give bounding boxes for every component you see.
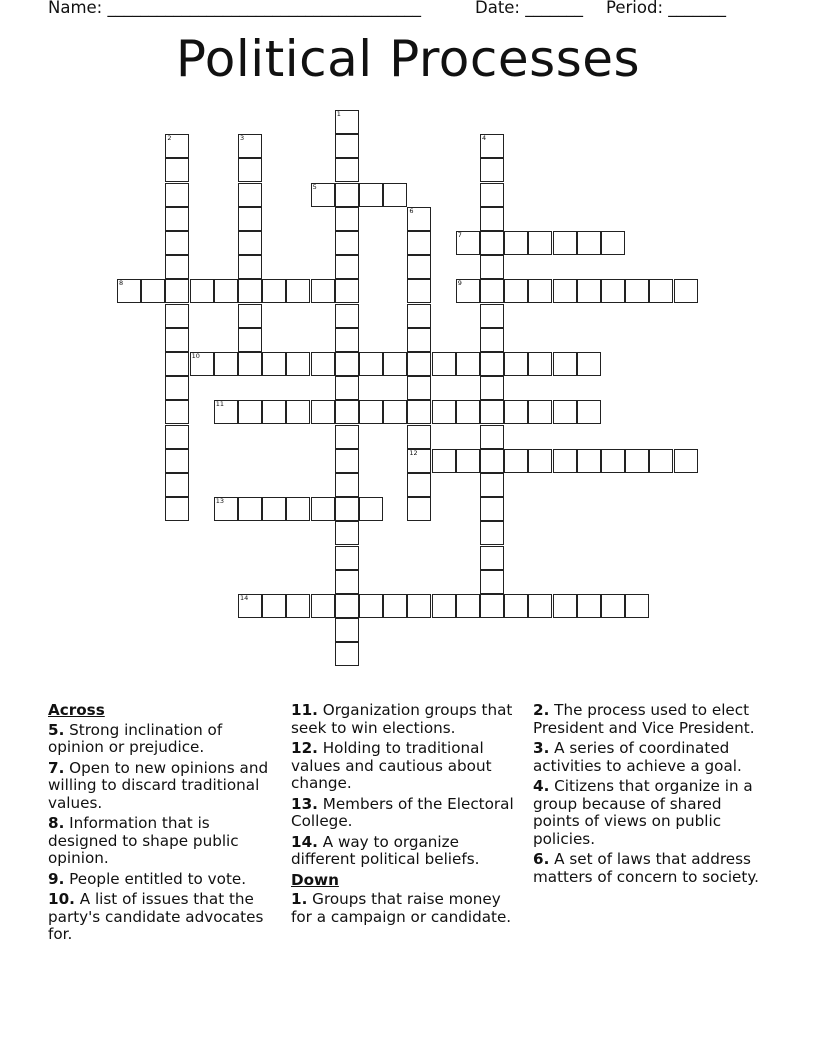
- clue-down-4: [533, 778, 765, 848]
- clue-text: A set of laws that address matters of concern to society.: [533, 850, 759, 886]
- crossword-cell[interactable]: [335, 304, 359, 328]
- crossword-cell[interactable]: [625, 594, 649, 618]
- clue-text: People entitled to vote.: [69, 869, 247, 888]
- crossword-cell[interactable]: [577, 279, 601, 303]
- clue-number: 3.: [533, 739, 550, 757]
- crossword-cell[interactable]: [480, 158, 504, 182]
- clue-number-label: 1: [336, 110, 341, 118]
- crossword-cell[interactable]: [214, 352, 238, 376]
- clue-text: Open to new opinions and willing to discard traditional values.: [48, 758, 269, 812]
- crossword-cell[interactable]: [528, 279, 552, 303]
- clue-number-label: 4: [482, 134, 487, 143]
- clue-text: A list of issues that the party's candidate advocates for.: [48, 890, 264, 943]
- crossword-cell[interactable]: [528, 231, 552, 255]
- clue-number-label: 9: [457, 279, 462, 288]
- crossword-cell[interactable]: [190, 279, 214, 303]
- crossword-cell[interactable]: [480, 376, 504, 400]
- crossword-cell[interactable]: [238, 328, 262, 352]
- clue-across-5: [48, 722, 280, 757]
- crossword-cell[interactable]: [577, 352, 601, 376]
- clue-number: 1.: [291, 890, 308, 908]
- crossword-cell[interactable]: [286, 352, 310, 376]
- clue-number-label: 10: [191, 352, 200, 360]
- clue-number-label: 2: [167, 134, 172, 143]
- crossword-cell[interactable]: [335, 183, 359, 207]
- crossword-cell[interactable]: [480, 134, 504, 158]
- crossword-cell[interactable]: [311, 279, 335, 303]
- crossword-cell[interactable]: [553, 449, 577, 473]
- crossword-cell[interactable]: [165, 376, 189, 400]
- crossword-cell[interactable]: [165, 183, 189, 207]
- crossword-cell[interactable]: [432, 594, 456, 618]
- crossword-cell[interactable]: [262, 594, 286, 618]
- crossword-cell[interactable]: [311, 183, 335, 207]
- crossword-cell[interactable]: [190, 352, 214, 376]
- crossword-cell[interactable]: [335, 279, 359, 303]
- crossword-cell[interactable]: [407, 231, 431, 255]
- clue-number: 12.: [291, 739, 318, 757]
- crossword-cell[interactable]: [238, 304, 262, 328]
- crossword-cell[interactable]: [335, 352, 359, 376]
- crossword-cell[interactable]: [480, 497, 504, 521]
- page-title: Political Processes: [175, 30, 641, 88]
- clue-number: 2.: [533, 701, 550, 719]
- crossword-cell[interactable]: [625, 449, 649, 473]
- crossword-cell[interactable]: [504, 231, 528, 255]
- crossword-cell[interactable]: [480, 570, 504, 594]
- crossword-cell[interactable]: [553, 400, 577, 424]
- crossword-cell[interactable]: [577, 594, 601, 618]
- crossword-cell[interactable]: [480, 594, 504, 618]
- crossword-cell[interactable]: [165, 158, 189, 182]
- crossword-cell[interactable]: [238, 158, 262, 182]
- crossword-cell[interactable]: [480, 207, 504, 231]
- clue-number: 13.: [291, 794, 318, 813]
- crossword-cell[interactable]: [238, 279, 262, 303]
- crossword-cell[interactable]: [383, 400, 407, 424]
- clue-across-9: [48, 871, 280, 889]
- clue-number: 5.: [48, 720, 65, 739]
- crossword-cell[interactable]: [335, 400, 359, 424]
- crossword-cell[interactable]: [480, 400, 504, 424]
- clue-number-label: 5: [312, 182, 317, 191]
- crossword-cell[interactable]: [335, 594, 359, 618]
- crossword-cell[interactable]: [407, 279, 431, 303]
- crossword-cell[interactable]: [311, 352, 335, 376]
- crossword-cell[interactable]: [335, 231, 359, 255]
- crossword-cell[interactable]: [601, 279, 625, 303]
- clue-across-10: [48, 891, 280, 944]
- crossword-cell[interactable]: [674, 279, 698, 303]
- crossword-cell[interactable]: [335, 255, 359, 279]
- crossword-cell[interactable]: [286, 594, 310, 618]
- clue-number: 8.: [48, 814, 65, 832]
- crossword-cell[interactable]: [553, 352, 577, 376]
- crossword-cell[interactable]: [165, 328, 189, 352]
- clue-number-label: 13: [215, 497, 225, 506]
- clue-number: 9.: [48, 869, 65, 888]
- crossword-cell[interactable]: [383, 594, 407, 618]
- crossword-cell[interactable]: [238, 207, 262, 231]
- clue-number-label: 3: [240, 134, 245, 143]
- crossword-cell[interactable]: [407, 255, 431, 279]
- clue-across-13: [291, 796, 523, 831]
- crossword-cell[interactable]: [504, 279, 528, 303]
- crossword-cell[interactable]: [504, 352, 528, 376]
- crossword-cell[interactable]: [577, 400, 601, 424]
- crossword-cell[interactable]: [432, 352, 456, 376]
- clue-text: Groups that raise money for a campaign or candidate.: [291, 890, 512, 926]
- crossword-cell[interactable]: [383, 183, 407, 207]
- crossword-cell[interactable]: [262, 352, 286, 376]
- crossword-cell[interactable]: [504, 449, 528, 473]
- crossword-cell[interactable]: [407, 425, 431, 449]
- clue-number-label: 6: [409, 206, 414, 215]
- clues-column-1: [48, 702, 280, 947]
- clue-number-label: 12: [409, 448, 418, 457]
- clue-text: Information that is designed to shape public opinion.: [48, 814, 239, 867]
- crossword-cell[interactable]: [649, 279, 673, 303]
- crossword-cell[interactable]: [553, 231, 577, 255]
- crossword-cell[interactable]: [165, 400, 189, 424]
- crossword-cell[interactable]: [674, 449, 698, 473]
- clue-text: Strong inclination of opinion or prejudice.: [48, 720, 223, 756]
- crossword-cell[interactable]: [165, 255, 189, 279]
- crossword-cell[interactable]: [432, 400, 456, 424]
- date-field-label[interactable]: Date: _______: [475, 0, 583, 17]
- crossword-cell[interactable]: [335, 618, 359, 642]
- crossword-cell[interactable]: [407, 594, 431, 618]
- crossword-cell[interactable]: [407, 352, 431, 376]
- crossword-cell[interactable]: [407, 449, 431, 473]
- crossword-cell[interactable]: [117, 279, 141, 303]
- crossword-cell[interactable]: [311, 400, 335, 424]
- crossword-cell[interactable]: [577, 449, 601, 473]
- crossword-cell[interactable]: [456, 449, 480, 473]
- clue-number-label: 11: [215, 400, 225, 409]
- name-field-label[interactable]: Name: ______________________________________: [48, 0, 421, 17]
- crossword-cell[interactable]: [165, 304, 189, 328]
- crossword-cell[interactable]: [456, 594, 480, 618]
- clue-number: 4.: [533, 777, 550, 795]
- crossword-cell[interactable]: [359, 183, 383, 207]
- crossword-cell[interactable]: [238, 497, 262, 521]
- down-heading: Down: [291, 870, 339, 889]
- crossword-cell[interactable]: [625, 279, 649, 303]
- crossword-cell[interactable]: [528, 449, 552, 473]
- clue-number-label: 8: [119, 279, 124, 288]
- clue-text: Organization groups that seek to win elections.: [291, 701, 513, 737]
- clue-down-3: [533, 740, 765, 775]
- crossword-cell[interactable]: [407, 497, 431, 521]
- crossword-cell[interactable]: [238, 594, 262, 618]
- clue-text: The process used to elect President and Vice President.: [533, 701, 755, 737]
- crossword-cell[interactable]: [335, 110, 359, 134]
- crossword-cell[interactable]: [480, 255, 504, 279]
- crossword-cell[interactable]: [335, 521, 359, 545]
- crossword-cell[interactable]: [335, 376, 359, 400]
- crossword-cell[interactable]: [335, 473, 359, 497]
- clues-column-3: [533, 702, 765, 889]
- clue-number: 7.: [48, 758, 65, 777]
- crossword-cell[interactable]: [577, 231, 601, 255]
- crossword-cell[interactable]: [407, 473, 431, 497]
- period-field-label[interactable]: Period: _______: [606, 0, 727, 17]
- crossword-cell[interactable]: [214, 279, 238, 303]
- crossword-cell[interactable]: [359, 497, 383, 521]
- clue-text: Citizens that organize in a group because of shared points of views on public policies.: [533, 777, 753, 848]
- crossword-cell[interactable]: [456, 352, 480, 376]
- clue-across-11: [291, 702, 523, 737]
- crossword-cell[interactable]: [407, 328, 431, 352]
- crossword-cell[interactable]: [456, 279, 480, 303]
- crossword-cell[interactable]: [262, 279, 286, 303]
- crossword-cell[interactable]: [165, 207, 189, 231]
- crossword-cell[interactable]: [238, 231, 262, 255]
- crossword-cell[interactable]: [335, 642, 359, 666]
- crossword-cell[interactable]: [165, 497, 189, 521]
- crossword-cell[interactable]: [335, 328, 359, 352]
- crossword-cell[interactable]: [359, 400, 383, 424]
- crossword-cell[interactable]: [407, 400, 431, 424]
- crossword-cell[interactable]: [165, 134, 189, 158]
- crossword-cell[interactable]: [335, 134, 359, 158]
- crossword-cell[interactable]: [480, 473, 504, 497]
- crossword-cell[interactable]: [456, 400, 480, 424]
- crossword-cell[interactable]: [335, 425, 359, 449]
- crossword-cell[interactable]: [335, 449, 359, 473]
- crossword-cell[interactable]: [407, 207, 431, 231]
- clue-number: 6.: [533, 850, 550, 868]
- crossword-cell[interactable]: [238, 134, 262, 158]
- crossword-cell[interactable]: [165, 473, 189, 497]
- crossword-cell[interactable]: [528, 352, 552, 376]
- crossword-cell[interactable]: [480, 304, 504, 328]
- crossword-cell[interactable]: [286, 400, 310, 424]
- crossword-cell[interactable]: [238, 400, 262, 424]
- crossword-cell[interactable]: [649, 449, 673, 473]
- crossword-cell[interactable]: [432, 449, 456, 473]
- crossword-cell[interactable]: [311, 497, 335, 521]
- crossword-cell[interactable]: [553, 279, 577, 303]
- clue-down-6: [533, 851, 765, 886]
- clue-down-1: [291, 891, 523, 926]
- crossword-cell[interactable]: [262, 400, 286, 424]
- crossword-cell[interactable]: [359, 594, 383, 618]
- crossword-cell[interactable]: [359, 352, 383, 376]
- crossword-cell[interactable]: [480, 521, 504, 545]
- crossword-cell[interactable]: [214, 400, 238, 424]
- crossword-cell[interactable]: [165, 449, 189, 473]
- crossword-cell[interactable]: [601, 594, 625, 618]
- crossword-cell[interactable]: [165, 425, 189, 449]
- crossword-cell[interactable]: [480, 546, 504, 570]
- crossword-cell[interactable]: [238, 183, 262, 207]
- clue-number: 14.: [291, 832, 318, 851]
- crossword-cell[interactable]: [383, 352, 407, 376]
- crossword-cell[interactable]: [480, 352, 504, 376]
- crossword-cell[interactable]: [335, 158, 359, 182]
- crossword-cell[interactable]: [238, 255, 262, 279]
- crossword-cell[interactable]: [141, 279, 165, 303]
- clue-across-7: [48, 760, 280, 813]
- clue-number-label: 14: [240, 594, 249, 602]
- across-heading: Across: [48, 701, 105, 719]
- crossword-cell[interactable]: [407, 304, 431, 328]
- crossword-cell[interactable]: [238, 352, 262, 376]
- clue-text: Holding to traditional values and cautious about change.: [291, 739, 492, 792]
- clues-column-2: [291, 702, 523, 929]
- crossword-cell[interactable]: [480, 279, 504, 303]
- clue-across-12: [291, 740, 523, 793]
- crossword-cell[interactable]: [262, 497, 286, 521]
- clue-down-2: [533, 702, 765, 737]
- crossword-cell[interactable]: [335, 207, 359, 231]
- crossword-cell[interactable]: [165, 352, 189, 376]
- clue-number: 10.: [48, 890, 75, 908]
- clue-number-label: 7: [457, 231, 462, 239]
- crossword-cell[interactable]: [504, 400, 528, 424]
- clue-text: A series of coordinated activities to achieve a goal.: [533, 739, 742, 775]
- crossword-cell[interactable]: [480, 449, 504, 473]
- crossword-cell[interactable]: [311, 594, 335, 618]
- crossword-cell[interactable]: [601, 231, 625, 255]
- crossword-cell[interactable]: [165, 279, 189, 303]
- crossword-cell[interactable]: [286, 497, 310, 521]
- crossword-cell[interactable]: [335, 570, 359, 594]
- crossword-cell[interactable]: [335, 497, 359, 521]
- crossword-cell[interactable]: [165, 231, 189, 255]
- clue-number: 11.: [291, 701, 318, 719]
- clue-text: Members of the Electoral College.: [291, 794, 514, 830]
- crossword-cell[interactable]: [286, 279, 310, 303]
- crossword-cell[interactable]: [480, 328, 504, 352]
- crossword-cell[interactable]: [335, 546, 359, 570]
- clue-text: A way to organize different political beliefs.: [291, 832, 480, 868]
- crossword-cell[interactable]: [601, 449, 625, 473]
- crossword-cell[interactable]: [407, 376, 431, 400]
- crossword-cell[interactable]: [214, 497, 238, 521]
- crossword-cell[interactable]: [528, 400, 552, 424]
- crossword-cell[interactable]: [553, 594, 577, 618]
- clue-across-8: [48, 815, 280, 868]
- crossword-cell[interactable]: [456, 231, 480, 255]
- crossword-cell[interactable]: [504, 594, 528, 618]
- crossword-cell[interactable]: [480, 183, 504, 207]
- crossword-cell[interactable]: [480, 425, 504, 449]
- crossword-cell[interactable]: [480, 231, 504, 255]
- crossword-cell[interactable]: [528, 594, 552, 618]
- clue-across-14: [291, 834, 523, 869]
